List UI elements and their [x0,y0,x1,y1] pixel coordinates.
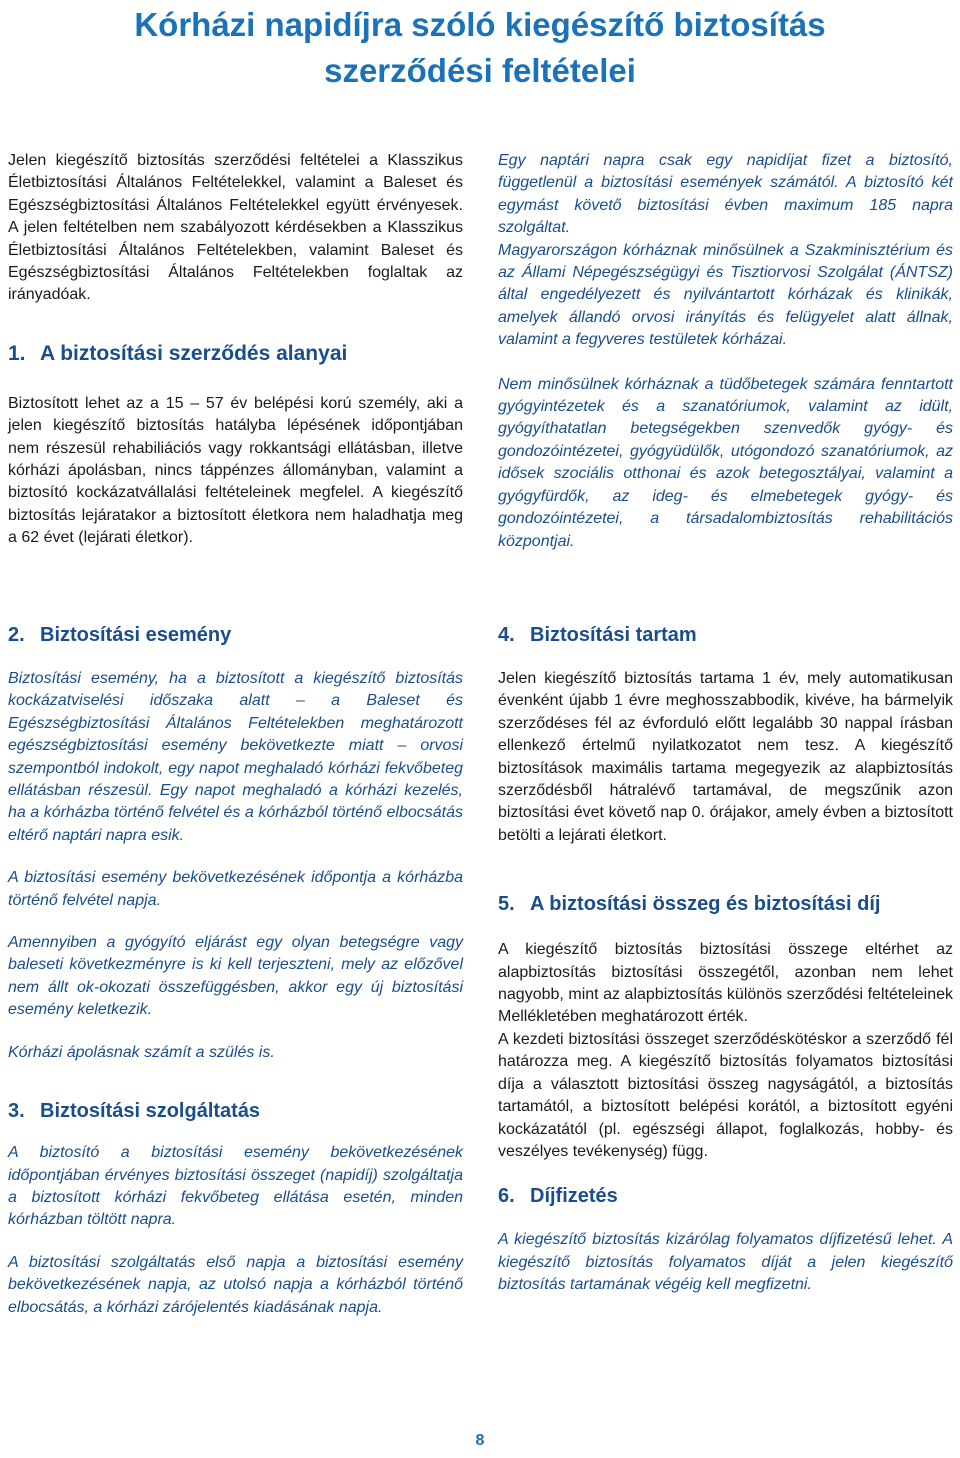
right-top-paragraph-1: Egy naptári napra csak egy napidíjat fizet a biztosító, függetlenül a biztosítási események számától. A biztosító két egymást követő biztosítási évben maximum 185 napra szolgáltat. [498,152,953,237]
section-2-paragraph-4: Kórházi ápolásnak számít a szülés is. [8,1043,275,1061]
section-6-body: A kiegészítő biztosítás kizárólag folyamatos díjfizetésű lehet. A kiegészítő biztosítás folyamatos díját a jelen kiegészítő biztosítás tartamának végéig kell megfizetni. [498,1231,953,1294]
intro-paragraph: Jelen kiegészítő biztosítás szerződési feltételei a Klasszikus Életbiztosítási Általános Feltételekkel, valamint a Baleset és Egészségbiztosítási Általános Feltételekkel együtt érvényesek. A jelen feltételben nem szabályozott kérdésekben a Klasszikus Életbiztosítási Általános Feltételekben, valamint Baleset és Egészségbiztosítási Általános Feltételekben foglaltak az irányadóak. [8,152,463,304]
section-1-heading [8,341,463,367]
page-number: 8 [475,1432,485,1449]
section-4-heading [498,622,953,648]
section-6-heading [498,1183,953,1209]
section-5-paragraph-1: A kiegészítő biztosítás biztosítási összege eltérhet az alapbiztosítás biztosítási összegétől, azonban nem lehet nagyobb, mint az alapbiztosítás különös szerződési feltételeinek Mellékletében meghatározott érték. [498,941,953,1026]
left-column-lower [8,622,463,1319]
right-column-lower [498,622,953,1297]
section-2-number: 2. [8,624,25,646]
section-4-number: 4. [498,624,515,646]
right-top-paragraph-3: Nem minősülnek kórháznak a tüdőbetegek számára fenntartott gyógyintézetek és a szanatóriumok, valamint az idült, gyógyíthatatlan betegségekben szenvedők gyógy- és gondozóintézetei, gyógyüdülők, utógondozó szanatóriumok, az idősek szociális otthonai és azok betegosztályai, valamint a gyógyfürdők, az ideg- és elmebetegek gyógy- és gondozóintézetei, a társadalombiztosítás rehabilitációs központjai. [498,375,953,550]
section-5-heading [498,891,953,917]
section-6-number: 6. [498,1185,515,1208]
section-4-body: Jelen kiegészítő biztosítás tartama 1 év, mely automatikusan évenként újabb 1 évre meghosszabbodik, kivéve, ha bármelyik szerződéses fél az évforduló előtt legalább 30 nappal írásban ellenkező értelmű nyilatkozatot nem tesz. A kiegészítő biztosítások maximális tartama megegyezik az alapbiztosítás szerződésből hátralévő tartamával, de megszűnik azon biztosítási évet követő nap 0. órájakor, amely évben a biztosított betölti a lejárati életkort. [498,670,953,844]
section-1-title: A biztosítási szerződés alanyai [40,341,348,365]
section-5-paragraph-2: A kezdeti biztosítási összeget szerződéskötéskor a szerződő fél határozza meg. A kiegészítő biztosítás folyamatos biztosítási díja a választott biztosítási összeg nagyságától, a biztosítás tartamától, a biztosított belépési korától, a biztosított egyéni kockázatától (pl. egészségi állapot, foglalkozás, hobby- és veszélyes tevékenység) függ. [498,1030,953,1160]
page-title [0,2,960,94]
section-3-heading [8,1098,463,1124]
section-1-number: 1. [8,341,26,365]
section-3-title: Biztosítási szolgáltatás [40,1100,261,1123]
section-2-paragraph-2: A biztosítási esemény bekövetkezésének időpontja a kórházba történő felvétel napja. [8,869,463,909]
section-6-title: Díjfizetés [530,1185,618,1208]
right-top-paragraph-2: Magyarországon kórháznak minősülnek a Szakminisztérium és az Állami Népegészségügyi és Tisztiorvosi Szolgálat (ÁNTSZ) által engedélyezett és nyilvántartott kórházak és klinikák, amelyek állandó orvosi irányítás és felügyelet alatt állnak, valamint a fegyveres testületek kórházai. [498,241,953,349]
page-title-line-2: szerződési feltételei [324,52,636,89]
section-5-number: 5. [498,893,515,916]
section-5-title: A biztosítási összeg és biztosítási díj [530,893,881,916]
page-title-line-1: Kórházi napidíjra szóló kiegészítő biztosítás [134,6,826,43]
section-1-body: Biztosított lehet az a 15 – 57 év belépési korú személy, aki a jelen kiegészítő biztosítás hatályba lépésének időpontjában nem részesül rehabiliációs vagy rokkantsági ellátásban, illetve kórházi ápolásban, nincs táppénzes állományban, valamint a biztosító kockázatvállalási feltételeinek megfelel. A kiegészítő biztosítás lejáratakor a biztosított életkora nem haladhatja meg a 62 évet (lejárati életkor). [8,394,463,547]
section-2-heading [8,622,463,648]
section-3-paragraph-2: A biztosítási szolgáltatás első napja a biztosítási esemény bekövetkezésének napja, az utolsó napja a kórházból történő elbocsátás, a kórházi zárójelentés kiadásának napja. [8,1253,463,1316]
right-column-upper [498,150,953,553]
section-2-paragraph-3: Amennyiben a gyógyító eljárást egy olyan betegségre vagy baleseti következményre is ki kell terjeszteni, mely az előzővel nem állt ok-okozati összefüggésben, akkor egy új biztosítási esemény keletkezik. [8,934,463,1019]
section-2-title: Biztosítási esemény [40,624,232,646]
section-4-title: Biztosítási tartam [530,624,697,646]
section-2-paragraph-1: Biztosítási esemény, ha a biztosított a kiegészítő biztosítás kockázatviselési időszaka alatt – a Baleset és Egészségbiztosítási Általános Feltételekben meghatározott egészségbiztosítási esemény bekövetkezte miatt – orvosi szempontból indokolt, egy napot meghaladó kórházi fekvőbeteg ellátásban részesül. Egy napot meghaladó a kórházi kezelés, ha a kórházba történő felvétel és a kórházból történő elbocsátás eltérő naptári napra esik. [8,670,463,844]
section-3-paragraph-1: A biztosító a biztosítási esemény bekövetkezésének időpontjában érvényes biztosítási összeget (napidíj) szolgáltatja a biztosított kórházi fekvőbeteg ellátása esetén, minden kórházban töltött napra. [8,1144,463,1229]
left-column-upper [8,150,463,550]
section-3-number: 3. [8,1100,25,1123]
